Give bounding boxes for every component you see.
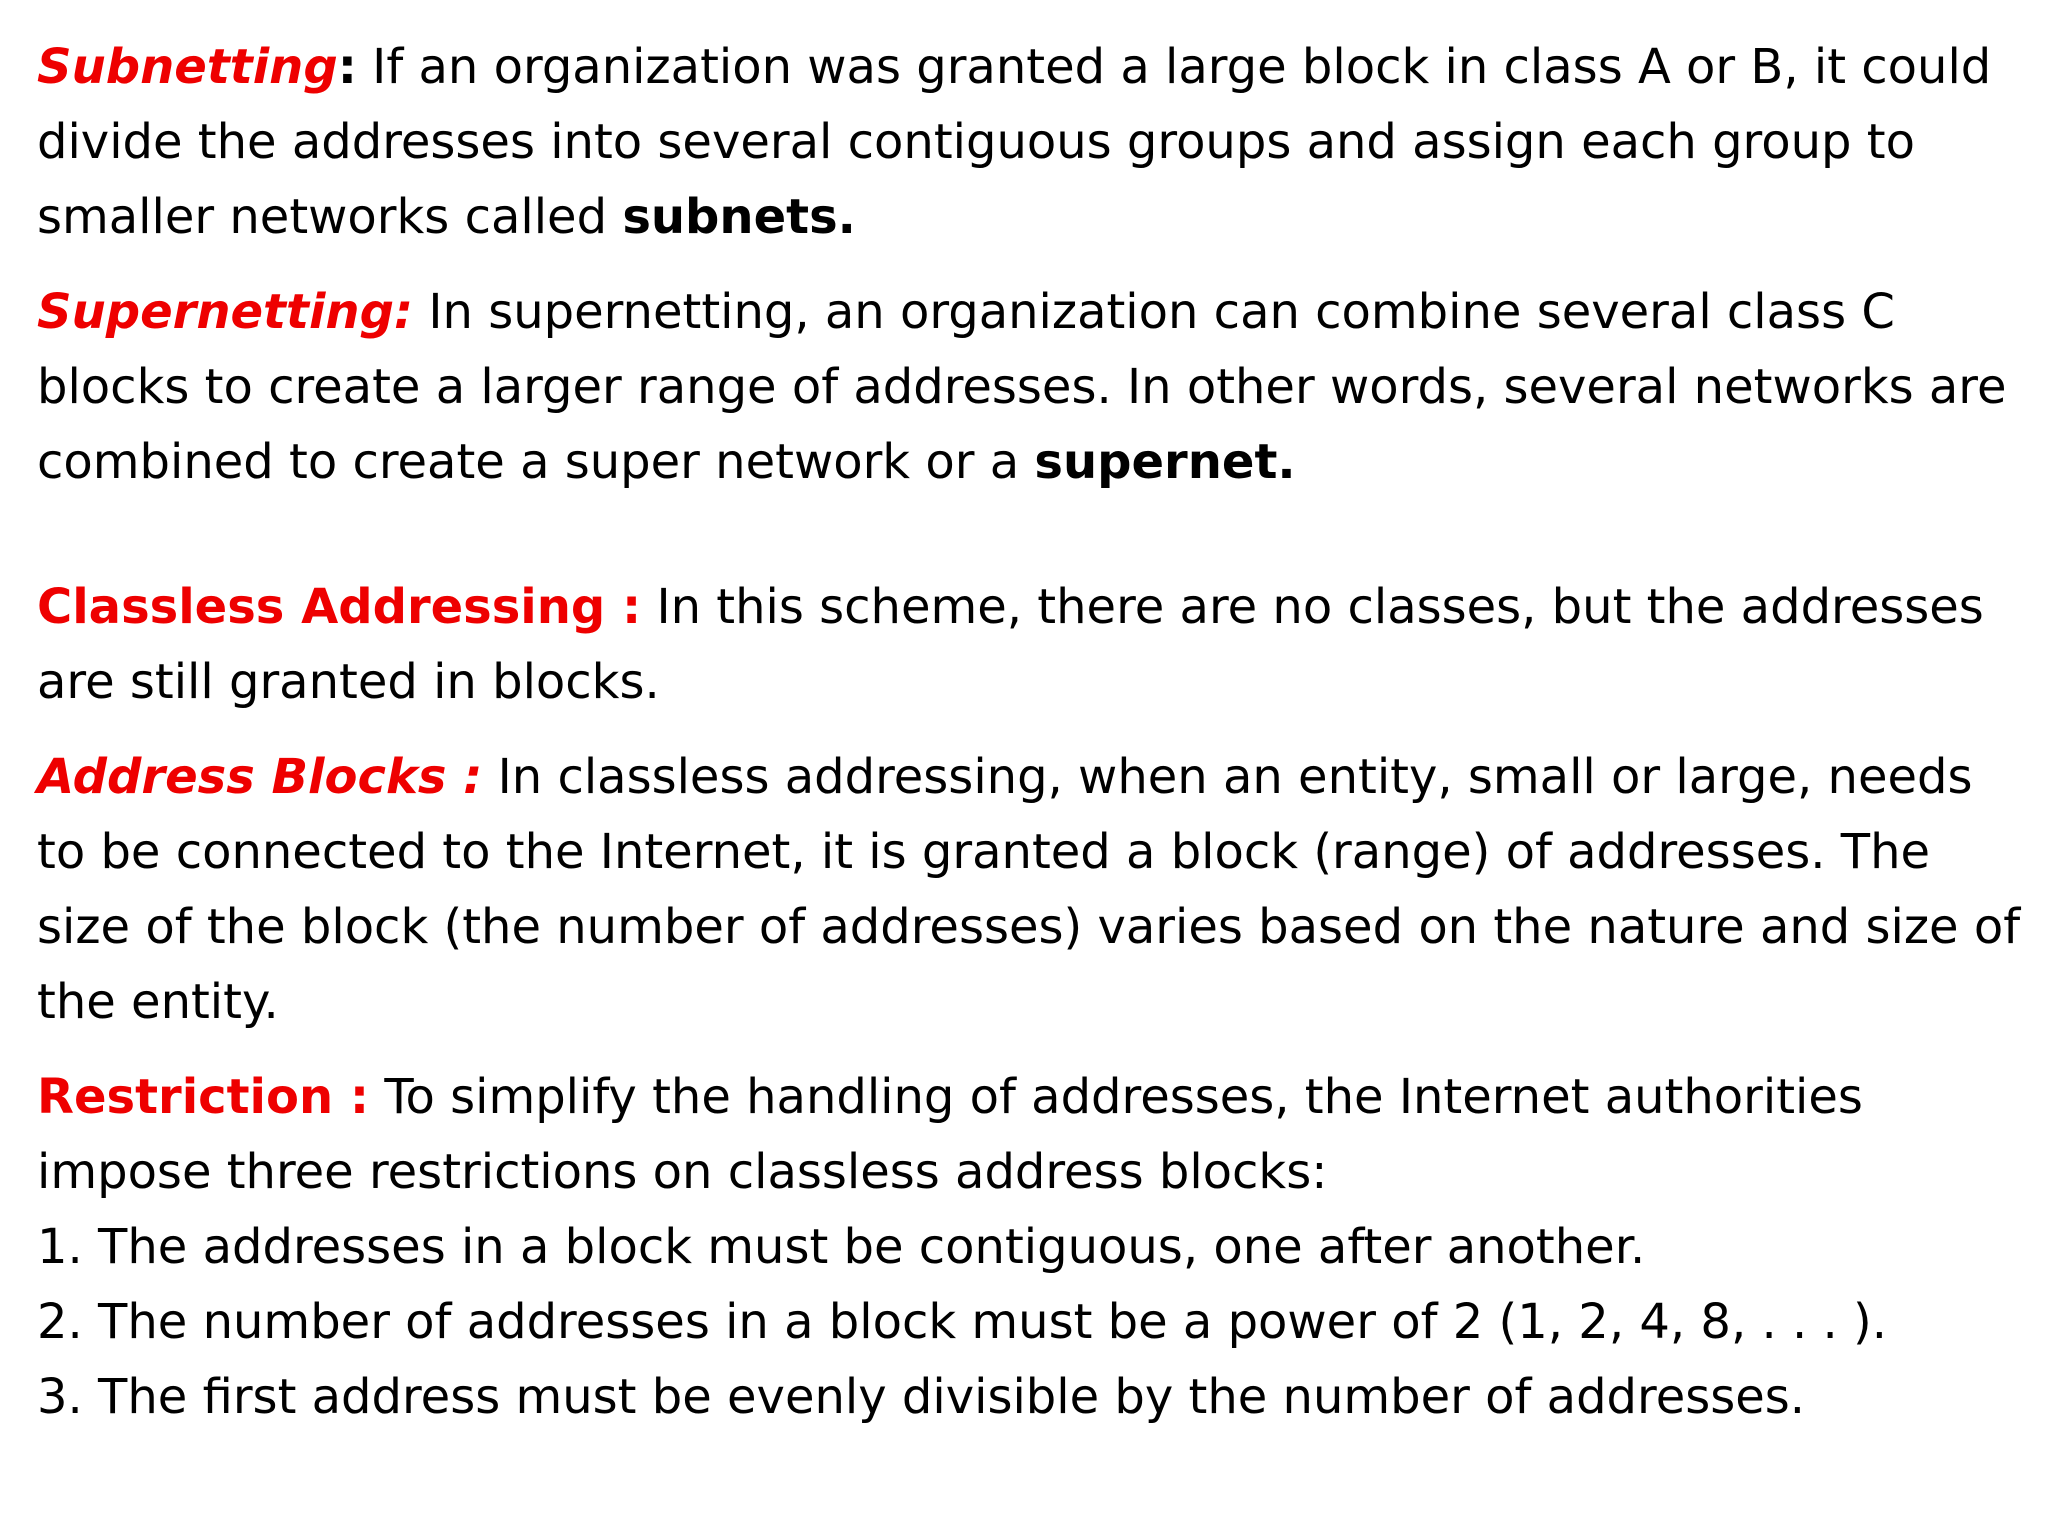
classless-term: Classless Addressing :	[37, 579, 642, 635]
address-blocks-text: In classless addressing, when an entity, small or large, needs to be connected to the Internet, it is granted a block (range) of addresses. The size of the block (the number of addresses) varies based on the nature and size of the entity.	[37, 749, 2021, 1030]
slide-content	[37, 30, 2027, 1435]
subnetting-emphasis: subnets.	[622, 189, 856, 245]
classless-text: In this scheme, there are no classes, but the addresses are still granted in blocks.	[37, 579, 1984, 710]
supernetting-emphasis: supernet.	[1034, 434, 1296, 490]
address-blocks-paragraph	[37, 740, 2027, 1040]
subnetting-colon: :	[337, 39, 357, 95]
restriction-item: 2. The number of addresses in a block must be a power of 2 (1, 2, 4, 8, . . . ).	[37, 1294, 1887, 1350]
restriction-text: To simplify the handling of addresses, the Internet authorities impose three restrictions on classless address blocks:	[37, 1069, 1863, 1200]
supernetting-paragraph	[37, 275, 2027, 500]
classless-paragraph	[37, 570, 2027, 720]
subnetting-paragraph	[37, 30, 2027, 255]
restriction-item: 3. The first address must be evenly divisible by the number of addresses.	[37, 1369, 1806, 1425]
supernetting-term: Supernetting:	[37, 284, 414, 340]
restriction-term: Restriction :	[37, 1069, 370, 1125]
address-blocks-term: Address Blocks :	[37, 749, 483, 805]
restriction-item: 1. The addresses in a block must be contiguous, one after another.	[37, 1219, 1646, 1275]
restriction-paragraph	[37, 1060, 2027, 1435]
subnetting-text: If an organization was granted a large block in class A or B, it could divide the addresses into several contiguous groups and assign each group to smaller networks called	[37, 39, 1992, 245]
restriction-intro	[37, 1060, 2027, 1210]
supernetting-text: In supernetting, an organization can combine several class C blocks to create a larger range of addresses. In other words, several networks are combined to create a super network or a	[37, 284, 2007, 490]
subnetting-term: Subnetting	[37, 39, 338, 95]
